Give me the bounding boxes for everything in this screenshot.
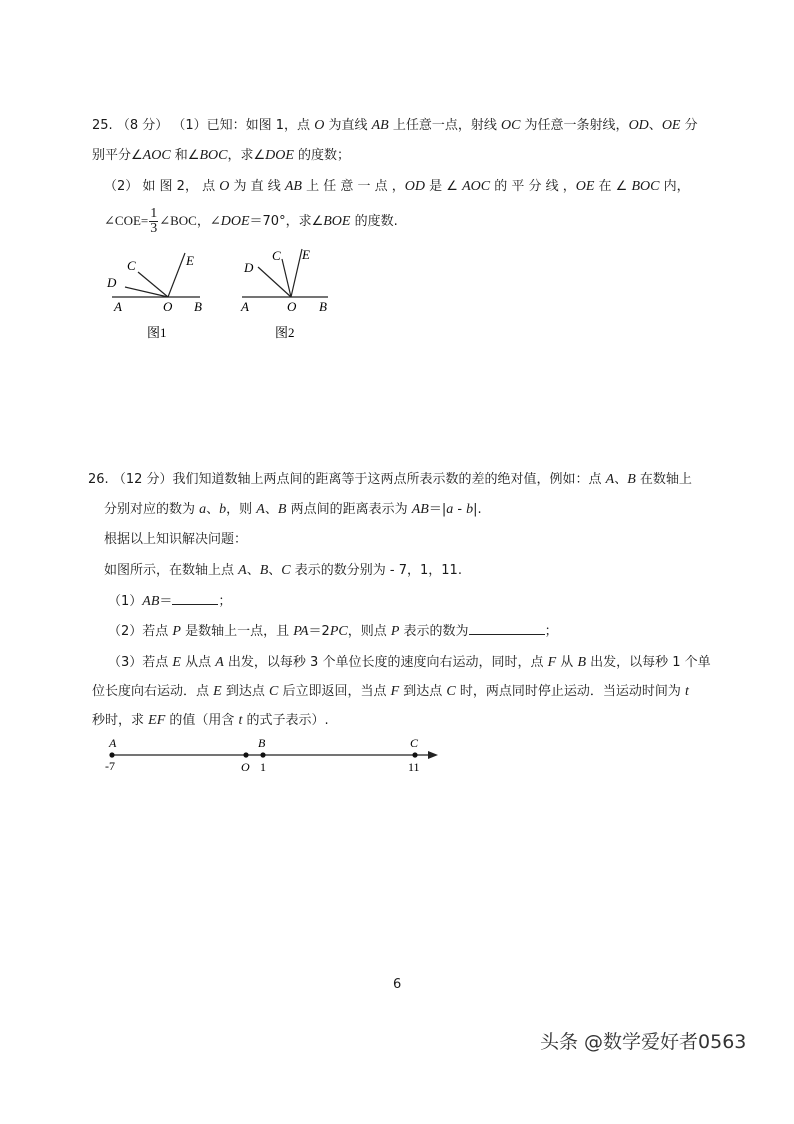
q25-score: （8 分） <box>116 118 169 133</box>
text: 、 <box>614 472 628 487</box>
var-A: A <box>238 563 247 578</box>
text: ∠COE= <box>104 213 149 228</box>
var-b: b <box>219 502 227 517</box>
var-OC: OC <box>500 118 521 133</box>
text: 的值（用含 <box>165 713 239 728</box>
label-D: D <box>244 260 254 275</box>
q25-line-3 <box>104 178 690 196</box>
text: 后立即返回，当点 <box>278 684 391 699</box>
label-C: C <box>272 248 281 263</box>
label-D: D <box>107 275 117 290</box>
text: - <box>453 502 467 517</box>
var-BOC: BOC <box>631 179 660 194</box>
var-B: B <box>577 655 586 670</box>
number-line-arrow <box>428 751 438 759</box>
var-B: B <box>277 502 287 517</box>
var-t: t <box>238 713 243 728</box>
text: 内， <box>659 179 690 194</box>
text: （2）若点 <box>108 624 173 639</box>
text: （3）若点 <box>108 655 173 670</box>
label-A: A <box>109 736 117 750</box>
text: 根据以上知识解决问题： <box>104 532 248 547</box>
fraction-denominator: 3 <box>150 221 158 236</box>
var-OD: OD <box>404 179 426 194</box>
var-E: E <box>213 684 222 699</box>
text: ∠BOC，∠ <box>159 213 221 228</box>
text: ＝| <box>428 502 447 517</box>
var-PC: PC <box>329 624 348 639</box>
var-F: F <box>547 655 557 670</box>
ray-OC <box>282 259 291 297</box>
var-C: C <box>268 684 279 699</box>
fraction-numerator: 1 <box>150 206 158 221</box>
text: （1） <box>108 594 143 609</box>
text: 到达点 <box>221 684 269 699</box>
point-C <box>412 752 417 757</box>
text: 分别对应的数为 <box>104 502 200 517</box>
text: 别平分∠ <box>92 148 143 163</box>
label-B: B <box>194 299 202 314</box>
q26-line-1 <box>88 471 692 489</box>
text: 秒时，求 <box>92 713 149 728</box>
text: |. <box>473 502 482 517</box>
figure-2-diagram <box>228 245 348 345</box>
q25-part2-label: （2） <box>104 179 139 194</box>
text: ＝2 <box>308 624 330 639</box>
var-BOE: BOE <box>323 214 351 229</box>
label-B: B <box>319 299 327 314</box>
text: 在数轴上 <box>635 472 692 487</box>
fraction-one-third <box>149 207 158 236</box>
q25-line-2 <box>92 147 350 165</box>
text: 、 <box>268 563 282 578</box>
text: 如 图 2， 点 <box>138 179 220 194</box>
figure-2-caption: 图2 <box>275 325 295 340</box>
text: 从点 <box>180 655 216 670</box>
point-O <box>243 752 248 757</box>
q26-sub-2 <box>108 622 558 641</box>
q26-sub-3-line-3 <box>92 712 329 730</box>
text: 和∠ <box>170 148 200 163</box>
text: 到达点 <box>399 684 447 699</box>
var-OE: OE <box>575 179 595 194</box>
var-BOC: BOC <box>199 148 228 163</box>
var-E: E <box>172 655 181 670</box>
label-O: O <box>241 760 250 774</box>
text: 上 任 意 一 点 ， <box>301 179 405 194</box>
text: 的 平 分 线 ， <box>490 179 576 194</box>
var-F: F <box>390 684 400 699</box>
tick-label-B: 1 <box>260 760 266 774</box>
q26-line-2 <box>104 501 482 519</box>
text: 的度数； <box>293 148 351 163</box>
answer-blank-2[interactable] <box>469 622 545 635</box>
ray-OE <box>168 253 185 297</box>
text: 表示的数为 <box>399 624 469 639</box>
var-B: B <box>627 472 636 487</box>
var-AB: AB <box>371 118 389 133</box>
text: 为任意一条射线， <box>520 118 629 133</box>
text: 为 直 线 <box>229 179 285 194</box>
text: 是 ∠ <box>425 179 463 194</box>
text: 、 <box>264 502 278 517</box>
q26-sub-3-line-1 <box>108 654 711 672</box>
text: 是数轴上一点，且 <box>180 624 294 639</box>
text: ＝70°，求∠ <box>249 214 324 229</box>
text: ，则 <box>226 502 257 517</box>
var-AOC: AOC <box>462 179 491 194</box>
label-C: C <box>410 736 419 750</box>
text: 如图所示，在数轴上点 <box>104 563 239 578</box>
var-A: A <box>256 502 265 517</box>
answer-blank-1[interactable] <box>172 592 218 605</box>
tick-label-A: -7 <box>105 759 115 773</box>
label-B: B <box>258 736 266 750</box>
label-E: E <box>186 253 194 268</box>
text: 表示的数分别为 - 7，1，11. <box>290 563 462 578</box>
text: ，求∠ <box>227 148 266 163</box>
var-A: A <box>215 655 224 670</box>
var-C: C <box>281 563 291 578</box>
text: 为直线 <box>324 118 372 133</box>
var-EF: EF <box>148 713 166 728</box>
q26-line-4 <box>104 562 462 580</box>
text: 上任意一点，射线 <box>388 118 501 133</box>
var-P: P <box>172 624 181 639</box>
label-E: E <box>302 247 310 262</box>
text: 、 <box>206 502 220 517</box>
point-B <box>260 752 265 757</box>
text: 我们知道数轴上两点间的距离等于这两点所表示数的差的绝对值，例如：点 <box>172 472 606 487</box>
var-b: b <box>466 502 474 517</box>
label-C: C <box>127 258 136 273</box>
text: 出发，以每秒 3 个单位长度的速度向右运动，同时，点 <box>223 655 548 670</box>
number-line-diagram <box>100 735 445 777</box>
text: 分 <box>680 118 698 133</box>
q25-line-4 <box>104 206 398 237</box>
figure-1-caption: 图1 <box>147 325 167 340</box>
var-a: a <box>446 502 454 517</box>
var-P: P <box>390 624 400 639</box>
var-t: t <box>685 684 689 699</box>
var-O: O <box>314 118 325 133</box>
text: 在 ∠ <box>594 179 632 194</box>
label-O: O <box>163 299 173 314</box>
text: ＝ <box>159 594 173 609</box>
text: 已知：如图 1，点 <box>206 118 315 133</box>
var-OE: OE <box>661 118 681 133</box>
var-PA: PA <box>293 624 309 639</box>
var-AB: AB <box>142 594 160 609</box>
q26-sub-1 <box>108 592 231 611</box>
q25-part1-label: （1） <box>172 118 207 133</box>
q26-number: 26. <box>88 472 109 487</box>
text: 的式子表示）. <box>242 713 329 728</box>
text: 从 <box>556 655 578 670</box>
ray-OD <box>258 267 291 297</box>
q26-sub-3-line-2 <box>92 683 689 701</box>
text: ，则点 <box>347 624 391 639</box>
text: 位长度向右运动．点 <box>92 684 214 699</box>
var-DOE: DOE <box>220 214 250 229</box>
var-C: C <box>446 684 456 699</box>
text: 的度数. <box>350 214 398 229</box>
text: ； <box>544 624 558 639</box>
label-O: O <box>287 299 297 314</box>
tick-label-C: 11 <box>408 760 420 774</box>
var-a: a <box>199 502 207 517</box>
text: 时，两点同时停止运动．当运动时间为 <box>455 684 686 699</box>
var-AB: AB <box>411 502 429 517</box>
var-O: O <box>219 179 230 194</box>
point-A <box>109 752 114 757</box>
text: 、 <box>246 563 260 578</box>
q25-line-1 <box>92 117 698 135</box>
q26-line-3 <box>104 531 247 549</box>
ray-OE <box>291 249 302 297</box>
q26-score: （12 分） <box>112 472 173 487</box>
figure-1-diagram <box>100 245 220 345</box>
label-A: A <box>114 299 122 314</box>
text: ； <box>218 594 232 609</box>
var-B: B <box>259 563 269 578</box>
var-DOE: DOE <box>265 148 294 163</box>
label-A: A <box>241 299 249 314</box>
var-AB: AB <box>284 179 302 194</box>
var-A: A <box>605 472 615 487</box>
text: 出发，以每秒 1 个单 <box>586 655 711 670</box>
var-AOC: AOC <box>142 148 171 163</box>
q25-number: 25. <box>92 118 113 133</box>
page-number: 6 <box>393 977 402 992</box>
var-OD: OD <box>628 118 649 133</box>
text: 、 <box>648 118 662 133</box>
watermark: 头条 @数学爱好者0563 <box>540 1031 747 1053</box>
text: 两点间的距离表示为 <box>286 502 412 517</box>
